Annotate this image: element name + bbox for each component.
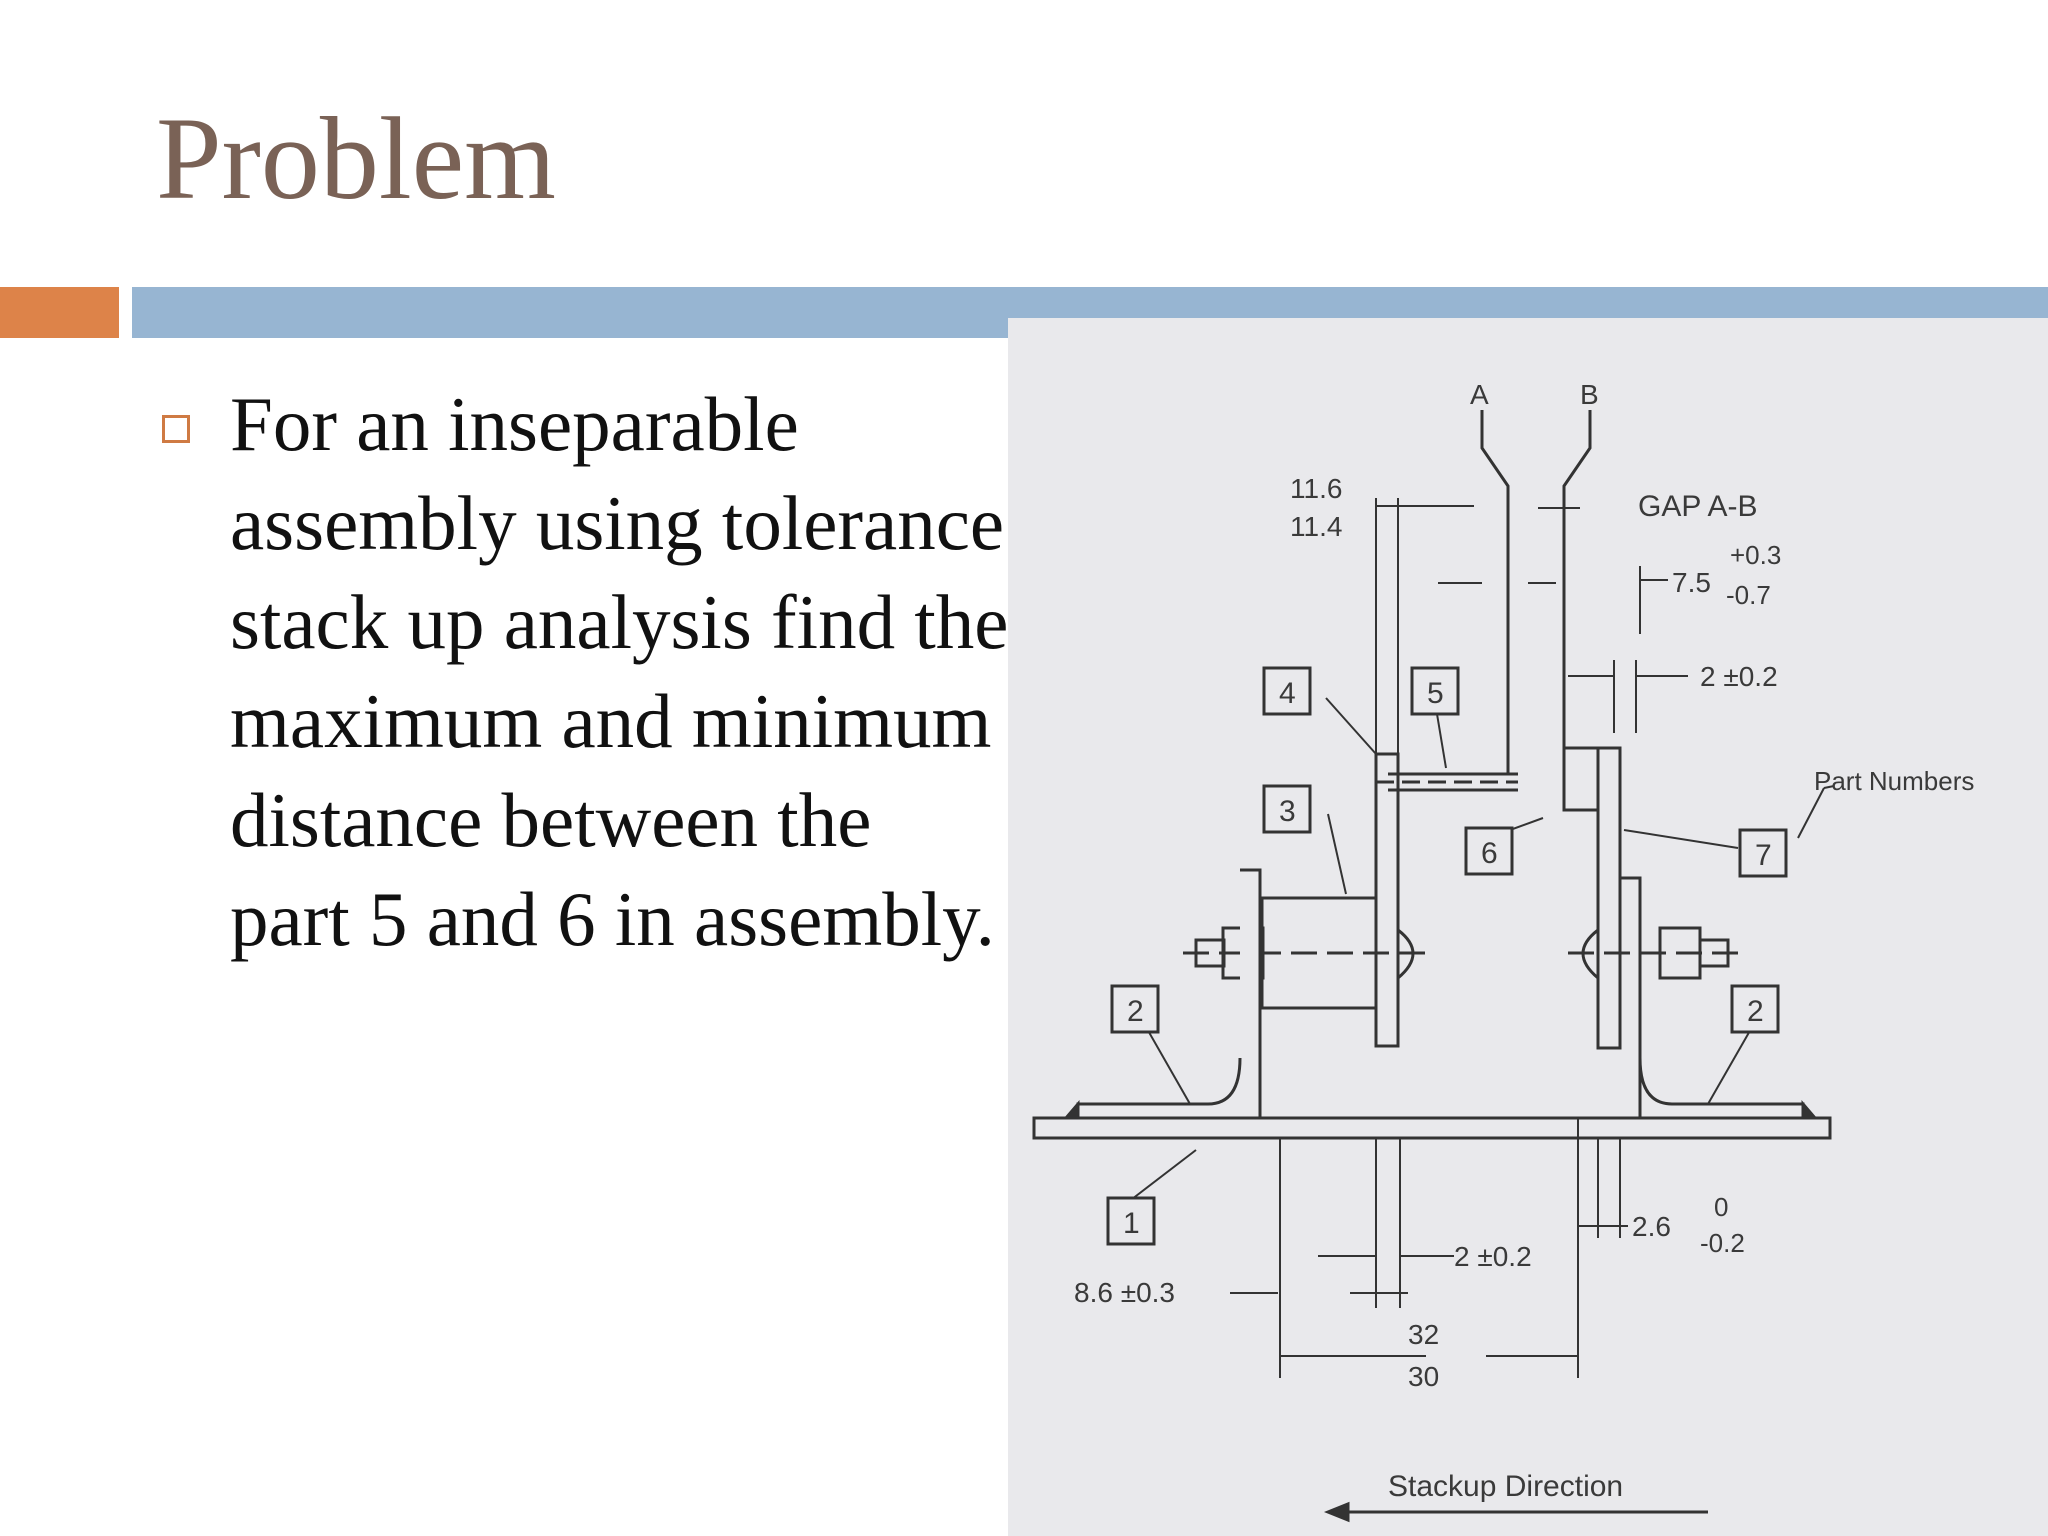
- part-4-plate: [1376, 754, 1398, 1046]
- wire-b-label: B: [1580, 379, 1599, 410]
- dim-30: 30: [1408, 1361, 1440, 1392]
- wire-a-label: A: [1470, 379, 1489, 410]
- gap-label: GAP A-B: [1638, 490, 1758, 523]
- bullet-item: [160, 375, 1010, 969]
- slide-content: [160, 375, 1010, 969]
- part-2-right-bracket: [1640, 1058, 1803, 1118]
- part-1-label: 1: [1123, 1207, 1140, 1240]
- tol-minus-0-2: -0.2: [1700, 1228, 1745, 1258]
- drawing-svg: [1008, 318, 2048, 1536]
- part-4-label: 4: [1279, 677, 1296, 710]
- part-7-label: 7: [1755, 839, 1772, 872]
- slide-title: Problem: [156, 93, 556, 224]
- tol-minus-0-7: -0.7: [1726, 580, 1771, 610]
- part-numbers-label: Part Numbers: [1814, 766, 1975, 796]
- accent-bar-orange: [0, 287, 119, 338]
- dim-11-6: 11.6: [1290, 473, 1343, 504]
- stackup-label: Stackup Direction: [1388, 1470, 1624, 1503]
- wire-b: [1564, 410, 1590, 748]
- part-2-left-label: 2: [1127, 995, 1144, 1028]
- assembly-drawing: [1008, 318, 2048, 1536]
- part-2-right-label: 2: [1747, 995, 1764, 1028]
- tol-plus-0-3: +0.3: [1730, 540, 1782, 570]
- dim-7-5: 7.5: [1672, 567, 1711, 598]
- part-7-plate: [1598, 748, 1620, 1048]
- wire-a: [1482, 410, 1508, 773]
- dim-2-bottom: 2 ±0.2: [1454, 1241, 1532, 1272]
- part-1-base: [1034, 1118, 1830, 1138]
- dim-2-top: 2 ±0.2: [1700, 661, 1778, 692]
- part-2-left-bracket: [1078, 1058, 1240, 1118]
- part-6-label: 6: [1481, 837, 1498, 870]
- dim-2-6: 2.6: [1632, 1211, 1671, 1242]
- dim-8-6: 8.6 ±0.3: [1074, 1277, 1175, 1308]
- bullet-text: For an inseparable assembly using tolerance stack up analysis find the maximum and minimum distance between the part 5 and 6 in assembly.: [230, 381, 1009, 962]
- part-3-label: 3: [1279, 795, 1296, 828]
- dim-32: 32: [1408, 1319, 1440, 1350]
- bullet-square-icon: [162, 415, 190, 443]
- part-6-block: [1564, 748, 1598, 810]
- tol-0: 0: [1714, 1192, 1729, 1222]
- part-5-label: 5: [1427, 677, 1444, 710]
- dim-11-4: 11.4: [1290, 511, 1343, 542]
